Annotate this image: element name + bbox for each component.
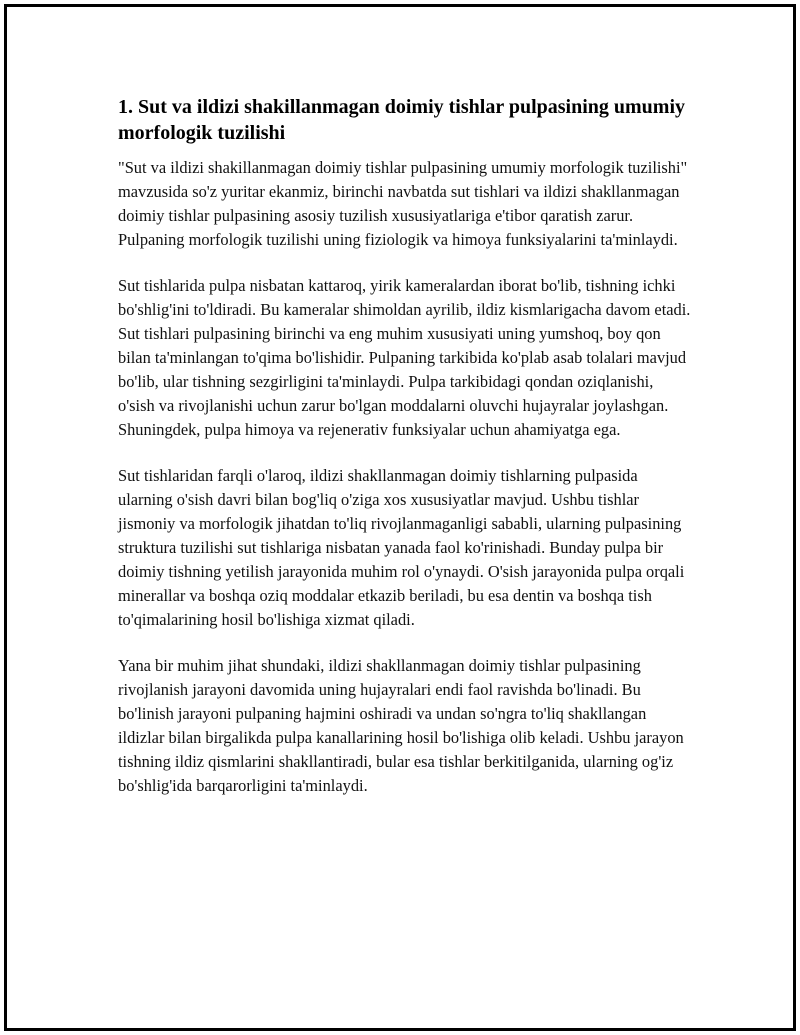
paragraph-2: Sut tishlarida pulpa nisbatan kattaroq, yirik kameralardan iborat bo'lib, tishning ichki bo'shlig'ini to'ldiradi. Bu kameralar shimoldan ayrilib, ildiz kismlarigacha davom etadi. Sut tishlari pulpasining birinchi va eng muhim xususiyati uning yumshoq, boy qon bilan ta'minlangan to'qima bo'lishidir. Pulpaning tarkibida ko'plab asab tolalari mavjud bo'lib, ular tishning sezgirligini ta'minlaydi. Pulpa tarkibidagi qondan oziqlanishi, o'sish va rivojlanishi uchun zarur bo'lgan moddalarni oluvchi hujayralar joylashgan. Shuningdek, pulpa himoya va rejenerativ funksiyalar uchun ahamiyatga ega.	[118, 276, 691, 439]
paragraph-1: "Sut va ildizi shakillanmagan doimiy tishlar pulpasining umumiy morfologik tuzilishi" mavzusida so'z yuritar ekanmiz, birinchi navbatda sut tishlari va ildizi shakllanmagan doimiy tishlar pulpasining asosiy tuzilish xususiyatlariga e'tibor qaratish zarur. Pulpaning morfologik tuzilishi uning fiziologik va himoya funksiyalarini ta'minlaydi.	[118, 158, 688, 249]
paragraph-3: Sut tishlaridan farqli o'laroq, ildizi shakllanmagan doimiy tishlarning pulpasida ularning o'sish davri bilan bog'liq o'ziga xos xususiyatlar mavjud. Ushbu tishlar jismoniy va morfologik jihatdan to'liq rivojlanmaganligi sababli, ularning pulpasining struktura tuzilishi sut tishlariga nisbatan yanada faol ko'rinishadi. Bunday pulpa bir doimiy tishning yetilish jarayonida muhim rol o'ynaydi. O'sish jarayonida pulpa orqali minerallar va boshqa oziq moddalar etkazib beriladi, bu esa dentin va boshqa tish to'qimalarining hosil bo'lishiga xizmat qiladi.	[118, 466, 685, 629]
document-body	[118, 94, 693, 820]
paragraph-4: Yana bir muhim jihat shundaki, ildizi shakllanmagan doimiy tishlar pulpasining rivojlanish jarayoni davomida uning hujayralari endi faol ravishda bo'linadi. Bu bo'linish jarayoni pulpaning hajmini oshiradi va undan so'ngra to'liq shakllangan ildizlar bilan birgalikda pulpa kanallarining hosil bo'lishiga olib keladi. Ushbu jarayon tishning ildiz qismlarini shakllantiradi, bular esa tishlar berkitilganida, ularning og'iz bo'shlig'ida barqarorligini ta'minlaydi.	[118, 656, 684, 795]
section-heading: 1. Sut va ildizi shakillanmagan doimiy tishlar pulpasining umumiy morfologik tuzilishi	[118, 96, 686, 144]
